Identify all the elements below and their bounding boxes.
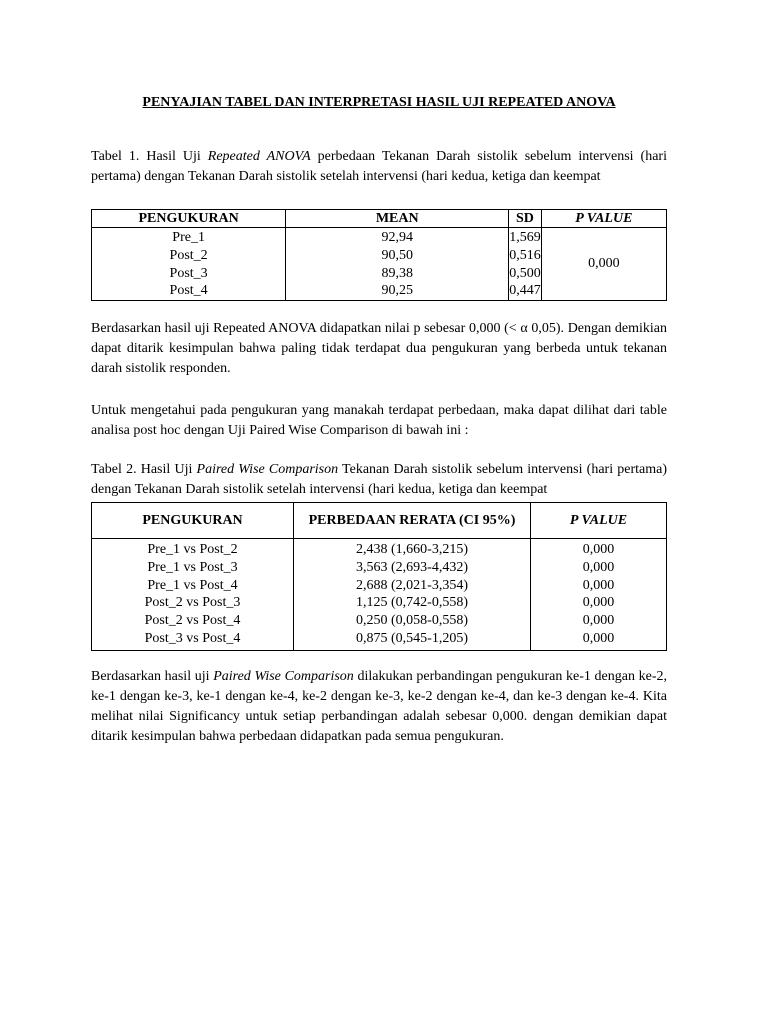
table1-caption [91,147,667,187]
table1-pvalue-cell: 0,000 [541,228,666,301]
conclusion-prefix: Berdasarkan hasil uji [91,669,214,684]
table-cell: 2,688 (2,021-3,354) [356,577,468,593]
table-cell: 3,563 (2,693-4,432) [356,559,468,575]
table1-col-mean [286,228,509,301]
table1-header-row [92,210,667,228]
table-cell: 90,50 [381,247,413,263]
table1-caption-suffix: perbedaan Tekanan Darah sistolik sebelum intervensi (hari pertama) dengan Tekanan Darah sistolik setelah intervensi (hari kedua, ketiga dan keempat [91,149,667,184]
table1 [91,209,667,301]
paragraph-conclusion [91,667,667,747]
table-cell: 0,447 [509,283,541,299]
table1-header-pengukuran: PENGUKURAN [92,210,286,228]
table-row [92,539,667,651]
table-cell: 92,94 [381,230,413,245]
table2-col-pvalue [531,539,667,651]
table1-caption-prefix: Tabel 1. Hasil Uji [91,149,208,164]
table2-header-row [92,503,667,539]
table2-caption-prefix: Tabel 2. Hasil Uji [91,462,197,477]
table-cell: 89,38 [381,265,413,281]
table-cell: Post_3 [169,265,208,281]
paragraph-anova-result: Berdasarkan hasil uji Repeated ANOVA didapatkan nilai p sebesar 0,000 (< α 0,05). Dengan demikian dapat ditarik kesimpulan bahwa paling tidak terdapat dua pengukuran yang berbeda untuk tekanan darah sistolik responden. [91,321,667,376]
table-cell: 90,25 [381,283,413,299]
table-cell: Post_4 [169,283,208,299]
table2 [91,502,667,651]
table-cell: 0,875 (0,545-1,205) [356,630,468,646]
table2-caption-italic: Paired Wise Comparison [196,462,339,477]
table-cell: Post_2 [169,247,208,263]
table2-caption-suffix: Tekanan Darah sistolik sebelum intervensi (hari pertama) dengan Tekanan Darah sistolik setelah intervensi (hari kedua, ketiga dan keempat [91,462,667,497]
table1-caption-italic: Repeated ANOVA [207,149,311,164]
conclusion-italic: Paired Wise Comparison [213,669,354,684]
table-cell: 0,250 (0,058-0,558) [356,613,468,629]
table-cell: 0,000 [582,542,615,557]
table1-header-mean: MEAN [286,210,509,228]
table-cell: 1,569 [509,230,541,245]
table-cell: Pre_1 vs Post_3 [147,559,238,575]
table-cell: 1,125 (0,742-0,558) [356,595,468,611]
paragraph-posthoc-intro: Untuk mengetahui pada pengukuran yang manakah terdapat perbedaan, maka dapat dilihat dari table analisa post hoc dengan Uji Paired Wise Comparison di bawah ini : [91,403,667,438]
table-cell: 0,000 [582,577,615,593]
table-row [92,228,667,301]
table-cell: Pre_1 vs Post_4 [147,577,238,593]
table2-header-pvalue: P VALUE [531,503,667,539]
table1-col-pengukuran [92,228,286,301]
page-title: PENYAJIAN TABEL DAN INTERPRETASI HASIL UJI REPEATED ANOVA [142,95,616,110]
table-cell: 2,438 (1,660-3,215) [356,542,468,557]
table2-col-pengukuran [92,539,294,651]
table2-caption [91,460,667,500]
table-cell: 0,000 [582,559,615,575]
table-cell: 0,516 [509,247,541,263]
table-cell: Post_2 vs Post_4 [144,613,241,629]
table-cell: Pre_1 [172,230,205,245]
conclusion-suffix: dilakukan perbandingan pengukuran ke-1 dengan ke-2, ke-1 dengan ke-3, ke-1 dengan ke-4, ke-2 dengan ke-3, ke-2 dengan ke-4, dan ke-3 dengan ke-4. Kita melihat nilai Significancy untuk setiap perbandingan adalah sebesar 0,000. dengan demikian dapat ditarik kesimpulan bahwa perbedaan didapatkan pada semua pengukuran. [91,669,668,744]
table2-header-pengukuran: PENGUKURAN [92,503,294,539]
table2-header-perbedaan: PERBEDAAN RERATA (CI 95%) [294,503,531,539]
table1-header-pvalue: P VALUE [541,210,666,228]
table-cell: Pre_1 vs Post_2 [147,542,238,557]
table-cell: 0,000 [582,613,615,629]
table1-header-sd: SD [509,210,542,228]
table-cell: Post_3 vs Post_4 [144,630,241,646]
table-cell: 0,000 [582,595,615,611]
table1-col-sd [509,228,542,301]
table-cell: Post_2 vs Post_3 [144,595,241,611]
table-cell: 0,000 [582,630,615,646]
table2-col-perbedaan [294,539,531,651]
table-cell: 0,500 [509,265,541,281]
